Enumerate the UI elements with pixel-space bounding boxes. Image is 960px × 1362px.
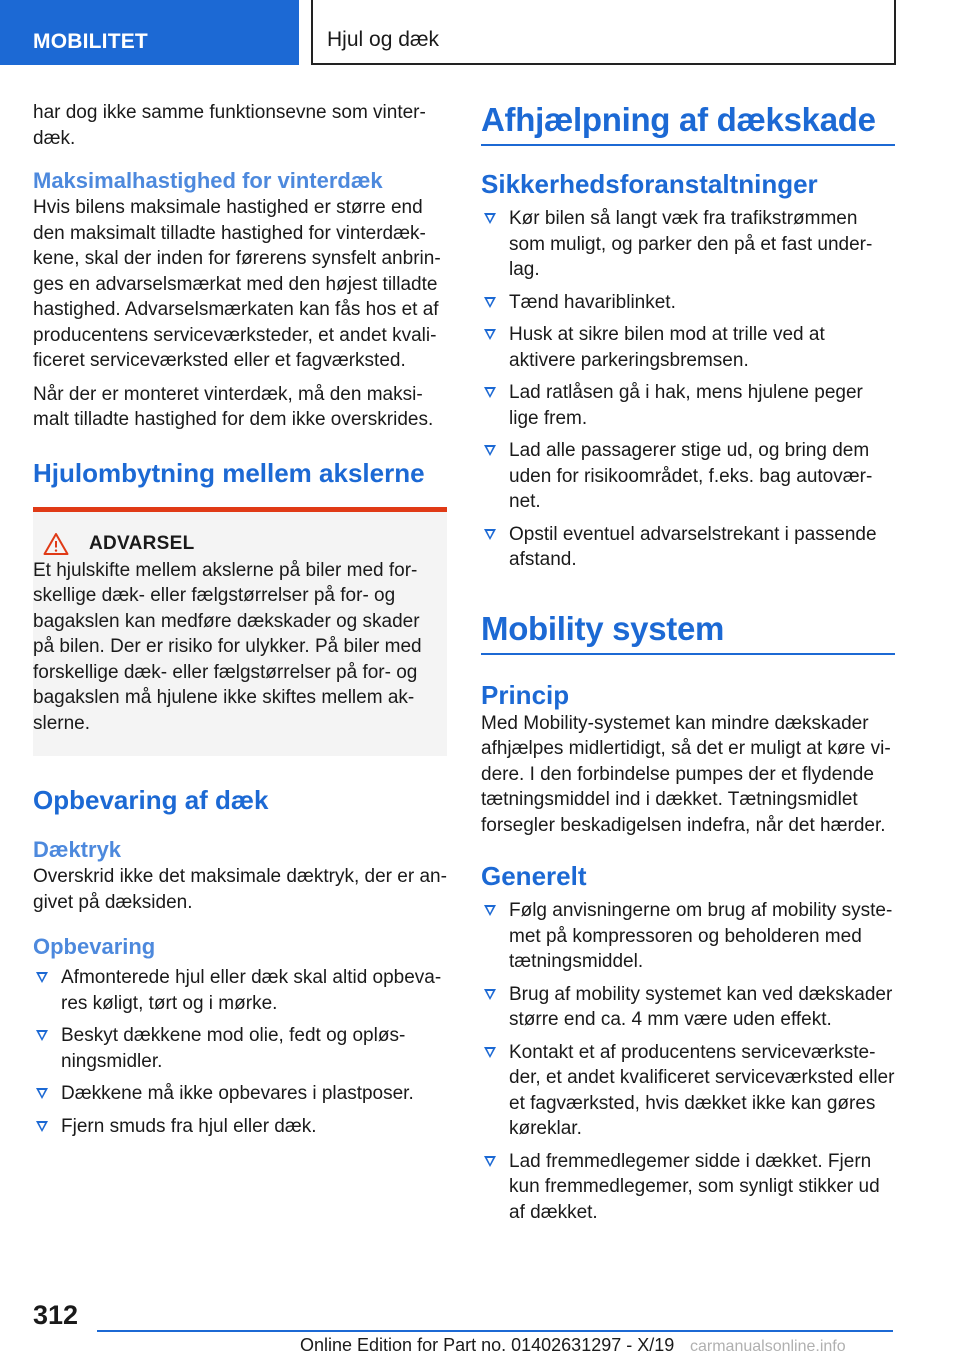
bullet-triangle-icon	[484, 1047, 496, 1058]
watermark-text: carmanualsonline.info	[690, 1338, 846, 1355]
bullet-triangle-icon	[484, 1156, 496, 1167]
intro-text: har dog ikke samme funktionsevne som vinterdæk.	[33, 102, 426, 149]
list-item-text: Lad ratlåsen gå i hak, mens hjulene peger lige frem.	[509, 382, 863, 429]
storage-heading: Opbevaring af dæk	[33, 785, 269, 815]
principle-text: Med Mobility-systemet kan mindre dækskader afhjælpes midlertidigt, så det er muligt at køre videre. I den forbindelse pumpes der et flydende tætningsmiddel ind i dækket. Tætningsmidlet forsegler beskadigelsen indefra, når det hærder.	[481, 712, 891, 836]
warning-box	[33, 507, 447, 757]
bullet-triangle-icon	[484, 213, 496, 224]
right-column	[481, 100, 895, 1232]
footer-divider	[97, 1330, 893, 1332]
warning-header	[33, 532, 433, 556]
list-item-text: Fjern smuds fra hjul eller dæk.	[61, 1115, 317, 1137]
tire-pressure-text: Overskrid ikke det maksimale dæktryk, der er angivet på dæksiden.	[33, 866, 447, 913]
list-item	[481, 206, 895, 283]
bullet-triangle-icon	[484, 387, 496, 398]
warning-triangle-icon	[43, 532, 69, 556]
bullet-triangle-icon	[36, 972, 48, 983]
chapter-title: Hjul og dæk	[327, 28, 440, 51]
list-item	[481, 522, 895, 573]
list-item	[481, 1149, 895, 1226]
bullet-triangle-icon	[484, 297, 496, 308]
general-heading: Generelt	[481, 861, 587, 891]
mobility-heading: Mobility system	[481, 609, 895, 655]
storing-list	[33, 965, 447, 1139]
edition-text: Online Edition for Part no. 01402631297 - X/19	[300, 1335, 675, 1355]
chapter-box	[311, 0, 896, 65]
bullet-triangle-icon	[484, 989, 496, 1000]
tire-pressure-heading: Dæktryk	[33, 837, 122, 862]
list-item-text: Kør bilen så langt væk fra trafikstrømmen som muligt, og parker den på et fast underlag.	[509, 208, 873, 280]
bullet-triangle-icon	[484, 445, 496, 456]
list-item-text: Lad fremmedlegemer sidde i dækket. Fjern kun fremmedlegemer, som synligt stikker ud af dækket.	[509, 1150, 880, 1223]
bullet-triangle-icon	[36, 1088, 48, 1099]
list-item	[33, 1023, 447, 1074]
list-item	[481, 380, 895, 431]
list-item	[481, 1040, 895, 1142]
list-item-text: Opstil eventuel advarselstrekant i passende afstand.	[509, 523, 877, 570]
principle-heading: Princip	[481, 679, 570, 710]
list-item	[481, 290, 895, 316]
list-item-text: Husk at sikre bilen mod at trille ved at aktivere parkeringsbremsen.	[509, 324, 825, 371]
list-item	[481, 438, 895, 515]
list-item-text: Lad alle passagerer stige ud, og bring dem uden for risikoområdet, f.eks. bag autoværnet.	[509, 440, 873, 512]
list-item	[481, 898, 895, 975]
left-column	[33, 100, 447, 1146]
section-title: MOBILITET	[33, 30, 148, 53]
bullet-triangle-icon	[484, 529, 496, 540]
damage-heading: Afhjælpning af dækskade	[481, 100, 895, 146]
safety-list	[481, 206, 895, 573]
bullet-triangle-icon	[484, 905, 496, 916]
list-item	[481, 982, 895, 1033]
list-item-text: Dækkene må ikke opbevares i plastposer.	[61, 1083, 414, 1104]
general-list	[481, 898, 895, 1225]
list-item	[33, 965, 447, 1016]
list-item	[481, 322, 895, 373]
page-number: 312	[33, 1300, 79, 1330]
bullet-triangle-icon	[36, 1121, 48, 1132]
rotation-heading: Hjulombytning mellem akslerne	[33, 457, 425, 488]
storing-heading: Opbevaring	[33, 934, 156, 959]
max-speed-text-1: Hvis bilens maksimale hastighed er større end den maksimalt tilladte hastighed for vinterdækkene, skal der inden for førerens synsfelt anbringes en advarselsmærkat med den højest tilladte hastighed. Advarselsmærkaten kan fås hos et af producentens serviceværksteder, et andet kvalificeret serviceværksted eller et fagværksted.	[33, 197, 441, 371]
bullet-triangle-icon	[484, 329, 496, 340]
list-item	[33, 1114, 447, 1140]
max-speed-text-2: Når der er monteret vinterdæk, må den maksimalt tilladte hastighed for dem ikke overskrides.	[33, 383, 434, 430]
list-item-text: Kontakt et af producentens serviceværksteder, et andet kvalificeret serviceværksted eller et fagværksted, hvis dækket ikke kan gøres køreklar.	[509, 1041, 895, 1139]
section-tab	[0, 0, 299, 65]
list-item-text: Følg anvisningerne om brug af mobility systemet på kompressoren og beholderen med tætningsmiddel.	[509, 900, 893, 972]
list-item-text: Tænd havariblinket.	[509, 291, 676, 313]
safety-heading: Sikkerhedsforanstaltninger	[481, 169, 818, 199]
list-item	[33, 1081, 447, 1107]
max-speed-heading: Maksimalhastighed for vinterdæk	[33, 168, 383, 193]
warning-text: Et hjulskifte mellem akslerne på biler med forskellige dæk- eller fælgstørrelser på for- og bagakslen kan medføre dækskader og skader på bilen. Der er risiko for ulykker. På biler med forskellige dæk- eller fælgstørrelser på for- og bagakslen må hjulene ikke skiftes mellem akslerne.	[33, 559, 422, 734]
bullet-triangle-icon	[36, 1030, 48, 1041]
warning-label: ADVARSEL	[89, 532, 195, 554]
list-item-text: Afmonterede hjul eller dæk skal altid opbevares køligt, tørt og i mørke.	[61, 967, 442, 1014]
list-item-text: Brug af mobility systemet kan ved dækskader større end ca. 4 mm være uden effekt.	[509, 983, 893, 1030]
list-item-text: Beskyt dækkene mod olie, fedt og opløsningsmidler.	[61, 1025, 406, 1072]
